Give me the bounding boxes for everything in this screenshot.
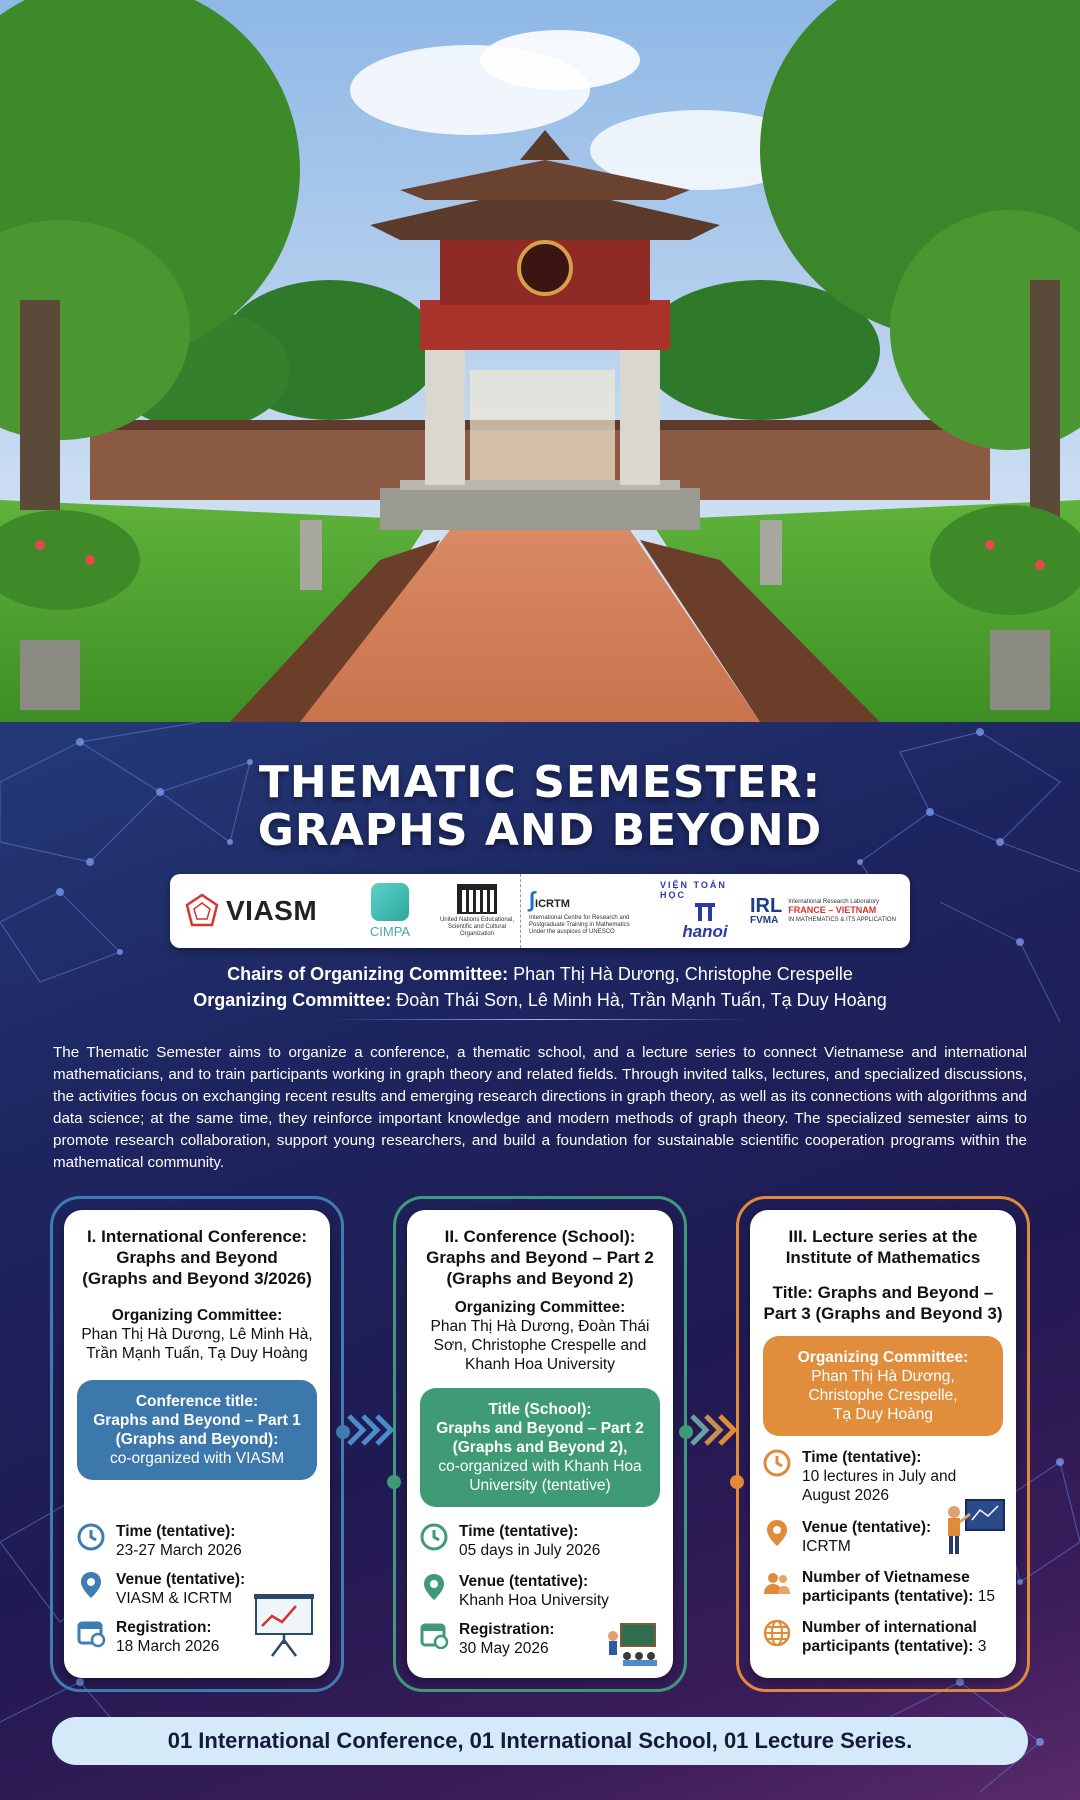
- presentation-board-icon: [252, 1592, 316, 1658]
- intro-paragraph: The Thematic Semester aims to organize a conference, a thematic school, and a lecture series to connect Vietnamese and international mathematicians, and to train participants working in graph theory and related fields. Through invited talks, lectures, and specialized discussions, the activities focus on exchanging recent results and emerging research directions in graph theory, as well as its connections with algorithms and data science; at the same time, they reinforce important knowledge and modern methods of graph theory. The specialized semester aims to promote research collaboration, support young researchers, and build a foundation for sustainable scientific cooperation programs within the mathematical community.: [53, 1044, 1027, 1171]
- summary-footer-banner: 01 International Conference, 01 International School, 01 Lecture Series.: [52, 1717, 1028, 1765]
- poster-title-line-2: GRAPHS AND BEYOND: [257, 805, 823, 856]
- icrtm-logo: [520, 874, 640, 948]
- time-info: Time (tentative): 23-27 March 2026: [76, 1522, 321, 1560]
- time-info: Time (tentative): 05 days in July 2026: [419, 1522, 664, 1560]
- temple-of-literature-illustration: [0, 0, 1080, 722]
- cimpa-logo: [355, 874, 425, 948]
- hanoi-logo-text: hanoi: [682, 922, 728, 941]
- location-pin-icon: [76, 1570, 106, 1600]
- card-title: III. Lecture series at the Institute of Mathematics: [785, 1227, 981, 1267]
- poster-title-line-1: THEMATIC SEMESTER:: [258, 757, 822, 808]
- clock-icon: [419, 1522, 449, 1552]
- hanoi-logo-arc-text: VIỆN TOÁN HỌC: [660, 880, 727, 900]
- globe-icon: [762, 1618, 792, 1648]
- venue-info: Venue (tentative): VIASM & ICRTM: [76, 1570, 321, 1608]
- chairs-label: Chairs of Organizing Committee:: [227, 964, 509, 984]
- registration-info: Registration: 30 May 2026: [419, 1620, 664, 1658]
- institute-of-mathematics-hanoi-logo: [660, 874, 750, 948]
- chairs-value: Phan Thị Hà Dương, Christophe Crespelle: [508, 964, 853, 984]
- venue-info: Venue (tentative): Khanh Hoa University: [419, 1572, 664, 1610]
- international-participants-info: Number of international participants (tentative): 3: [762, 1618, 1007, 1656]
- irl-logo-text: International Research Laboratory FRANCE – VIETNAM IN MATHEMATICS & ITS APPLICATION: [788, 899, 896, 923]
- classroom-icon: [603, 1622, 661, 1668]
- lecturer-icon: [940, 1496, 1006, 1556]
- org-value: Đoàn Thái Sơn, Lê Minh Hà, Trần Mạnh Tuấn, Tạ Duy Hoàng: [391, 990, 887, 1010]
- irl-mark: IRL FVMA: [750, 894, 783, 926]
- card-subtitle: Title: Graphs and Beyond – Part 3 (Graphs and Beyond 3): [763, 1283, 1003, 1323]
- hanoi-pi-icon: [692, 900, 718, 922]
- organizing-committee-line: [0, 990, 1080, 1011]
- viasm-logo: [184, 874, 334, 948]
- icrtm-caption: International Centre for Research and Postgraduate Training in Mathematics Under the auspices of UNESCO: [529, 914, 630, 935]
- location-pin-icon: [762, 1518, 792, 1548]
- people-icon: [762, 1568, 792, 1598]
- divider: [330, 1019, 750, 1020]
- lecture-committee-pill: Organizing Committee: Phan Thị Hà Dương, Christophe Crespelle, Tạ Duy Hoàng: [763, 1336, 1003, 1436]
- chairs-line: [0, 964, 1080, 985]
- card-international-conference: [64, 1210, 330, 1678]
- card-organizing-committee: Organizing Committee: Phan Thị Hà Dương, Đoàn Thái Sơn, Christophe Crespelle and Khanh Hoa University: [430, 1299, 650, 1373]
- registration-info: Registration: 18 March 2026: [76, 1618, 321, 1656]
- time-info: Time (tentative): 10 lectures in July and August 2026: [762, 1448, 1007, 1505]
- chevron-right-icon: [345, 1410, 395, 1450]
- card-organizing-committee: Organizing Committee: Phan Thị Hà Dương, Lê Minh Hà, Trần Mạnh Tuấn, Tạ Duy Hoàng: [81, 1307, 313, 1362]
- card-title: II. Conference (School): Graphs and Beyond – Part 2 (Graphs and Beyond 2): [426, 1227, 654, 1288]
- card-lecture-series: [750, 1210, 1016, 1678]
- partner-logos-strip: [170, 874, 910, 948]
- card-school: [407, 1210, 673, 1678]
- calendar-icon: [76, 1618, 106, 1648]
- school-title-pill: Title (School): Graphs and Beyond – Part 2 (Graphs and Beyond 2), co-organized with Khanh Hoa University (tentative): [420, 1388, 660, 1507]
- conference-title-pill: Conference title: Graphs and Beyond – Part 1 (Graphs and Beyond): co-organized with VIASM: [77, 1380, 317, 1480]
- irl-fvma-logo: [750, 874, 900, 948]
- location-pin-icon: [419, 1572, 449, 1602]
- hero-photo-temple: [0, 0, 1080, 722]
- unesco-caption: United Nations Educational, Scientific and Cultural Organization: [439, 917, 515, 937]
- poster-panel: [0, 722, 1080, 1800]
- cimpa-logo-text: CIMPA: [369, 924, 411, 939]
- frame-dot: [387, 1475, 401, 1489]
- vietnamese-participants-info: Number of Vietnamese participants (tentative): 15: [762, 1568, 1007, 1606]
- viasm-logo-text: VIASM: [226, 895, 318, 926]
- unesco-logo: [432, 874, 522, 948]
- frame-dot: [730, 1475, 744, 1489]
- card-title: I. International Conference: Graphs and Beyond (Graphs and Beyond 3/2026): [82, 1227, 312, 1288]
- calendar-icon: [419, 1620, 449, 1650]
- unesco-temple-icon: [457, 884, 497, 914]
- clock-icon: [76, 1522, 106, 1552]
- icrtm-logo-text: ∫ICRTM: [529, 886, 570, 912]
- viasm-polyhedron-icon: [184, 893, 220, 929]
- clock-icon: [762, 1448, 792, 1478]
- chevron-right-icon: [688, 1410, 738, 1450]
- venue-info: Venue (tentative): ICRTM: [762, 1518, 1007, 1556]
- cimpa-mark-icon: [371, 883, 409, 921]
- org-label: Organizing Committee:: [193, 990, 392, 1010]
